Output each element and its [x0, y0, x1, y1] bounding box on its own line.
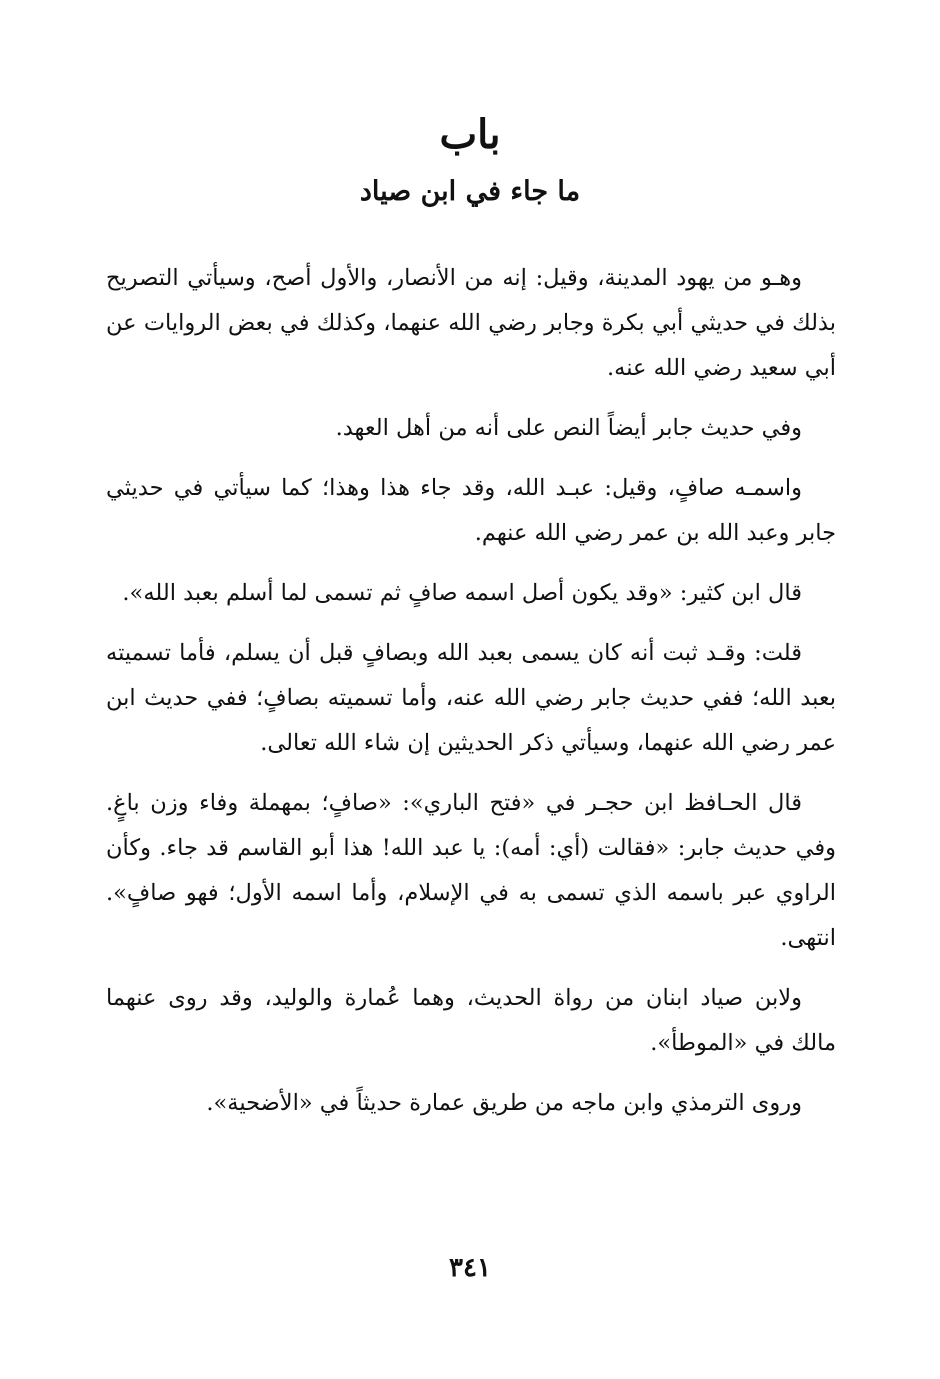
- paragraph: قال ابن كثير: «وقد يكون أصل اسمه صافٍ ثم تسمى لما أسلم بعبد الله».: [122, 580, 802, 606]
- paragraph: وروى الترمذي وابن ماجه من طريق عمارة حديثاً في «الأضحية».: [206, 1090, 802, 1116]
- paragraph: ولابن صياد ابنان من رواة الحديث، وهما عُمارة والوليد، وقد روى عنهما مالك في «الموطأ».: [106, 985, 836, 1056]
- page-number: ٣٤١: [449, 1253, 491, 1283]
- body-text: [106, 256, 836, 1126]
- paragraph: قال الحـافظ ابن حجـر في «فتح الباري»: «صافٍ؛ بمهملة وفاء وزن باغٍ. وفي حديث جابر: «فقالت (أي: أمه): يا عبد الله! هذا أبو القاسم قد جاء. وكأن الراوي عبر باسمه الذي تسمى به في الإسلام، وأما اسمه الأول؛ فهو صافٍ». انتهى.: [106, 790, 836, 951]
- paragraph: وفي حديث جابر أيضاً النص على أنه من أهل العهد.: [335, 415, 802, 441]
- chapter-subtitle: ما جاء في ابن صياد: [359, 176, 581, 207]
- paragraph: قلت: وقـد ثبت أنه كان يسمى بعبد الله وبصافٍ قبل أن يسلم، فأما تسميته بعبد الله؛ ففي حديث جابر رضي الله عنه، وأما تسميته بصافٍ؛ ففي حديث ابن عمر رضي الله عنهما، وسيأتي ذكر الحديثين إن شاء الله تعالى.: [106, 640, 836, 756]
- paragraph: وهـو من يهود المدينة، وقيل: إنه من الأنصار، والأول أصح، وسيأتي التصريح بذلك في حديثي أبي بكرة وجابر رضي الله عنهما، وكذلك في بعض الروايات عن أبي سعيد رضي الله عنه.: [106, 265, 836, 381]
- paragraph: واسمـه صافٍ، وقيل: عبـد الله، وقد جاء هذا وهذا؛ كما سيأتي في حديثي جابر وعبد الله بن عمر رضي الله عنهم.: [106, 475, 836, 546]
- chapter-title: باب: [439, 111, 501, 158]
